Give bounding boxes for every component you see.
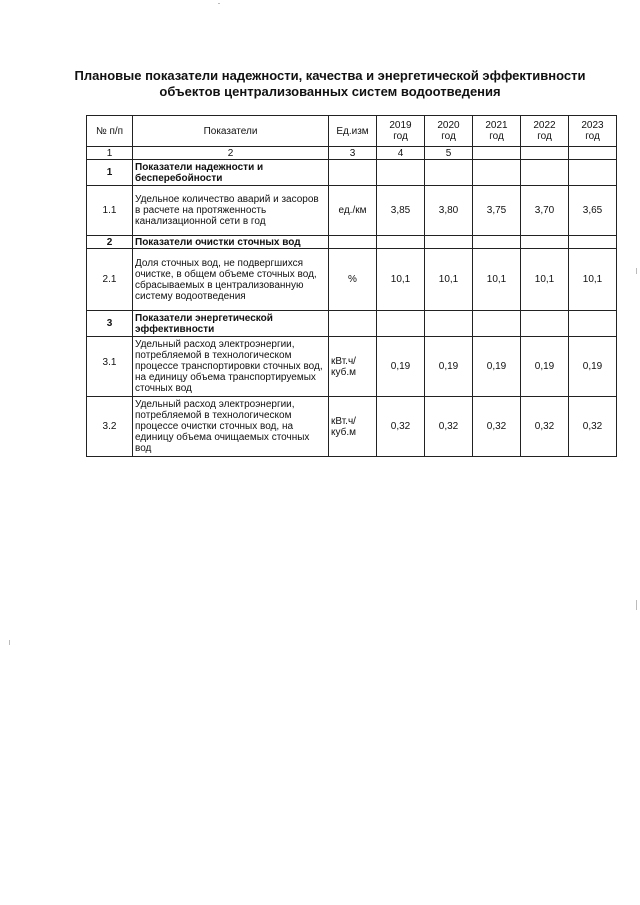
row-unit: кВт.ч/ куб.м: [329, 397, 377, 457]
section-num: 3: [87, 311, 133, 337]
table-row: [87, 186, 617, 236]
value-cell: 10,1: [569, 249, 617, 311]
row-indicator: Удельное количество аварий и засоров в расчете на протяженность канализационной сети в год: [133, 186, 329, 236]
value-cell: 10,1: [473, 249, 521, 311]
title-line-2: объектов централизованных систем водоотведения: [159, 84, 501, 99]
header-num: № п/п: [87, 116, 133, 147]
value-cell: 10,1: [425, 249, 473, 311]
section-num: 2: [87, 236, 133, 249]
section-title: Показатели надежности и бесперебойности: [133, 160, 329, 186]
scan-speck: [9, 640, 10, 645]
value-cell: 3,70: [521, 186, 569, 236]
value-cell: 3,75: [473, 186, 521, 236]
value-cell: 10,1: [377, 249, 425, 311]
section-row: [87, 160, 617, 186]
header-row: [87, 116, 617, 147]
section-title: Показатели очистки сточных вод: [133, 236, 329, 249]
row-indicator: Удельный расход электроэнергии, потребляемой в технологическом процессе очистки сточных вод, на единицу объема очищаемых сточных вод: [133, 397, 329, 457]
table-row: [87, 397, 617, 457]
value-cell: 0,19: [473, 337, 521, 397]
table-row: [87, 249, 617, 311]
page-title: [60, 68, 600, 100]
row-indicator: Удельный расход электроэнергии, потребляемой в технологическом процессе транспортировки сточных вод, на единицу объема транспортируемых сточных вод: [133, 337, 329, 397]
row-num: 3.2: [87, 397, 133, 457]
header-indicators: Показатели: [133, 116, 329, 147]
row-num: 2.1: [87, 249, 133, 311]
row-num: 1.1: [87, 186, 133, 236]
colnum-cell: 5: [425, 147, 473, 160]
scan-speck: [636, 600, 637, 610]
colnum-cell: 3: [329, 147, 377, 160]
column-number-row: [87, 147, 617, 160]
value-cell: 10,1: [521, 249, 569, 311]
colnum-cell: 4: [377, 147, 425, 160]
header-year: 2021 год: [473, 116, 521, 147]
header-year: 2022 год: [521, 116, 569, 147]
value-cell: 0,32: [569, 397, 617, 457]
row-unit: ед./км: [329, 186, 377, 236]
row-unit: %: [329, 249, 377, 311]
title-line-1: Плановые показатели надежности, качества и энергетической эффективности: [74, 68, 586, 83]
row-unit: кВт.ч/ куб.м: [329, 337, 377, 397]
section-row: [87, 311, 617, 337]
header-year: 2019 год: [377, 116, 425, 147]
value-cell: 0,19: [377, 337, 425, 397]
scan-speck: [636, 268, 637, 274]
indicators-table: [86, 115, 617, 457]
value-cell: 0,19: [521, 337, 569, 397]
scan-speck: [218, 3, 220, 4]
table-row: [87, 337, 617, 397]
header-unit: Ед.изм: [329, 116, 377, 147]
value-cell: 0,32: [521, 397, 569, 457]
value-cell: 3,65: [569, 186, 617, 236]
row-num: 3.1: [87, 337, 133, 397]
section-title: Показатели энергетической эффективности: [133, 311, 329, 337]
row-indicator: Доля сточных вод, не подвергшихся очистке, в общем объеме сточных вод, сбрасываемых в централизованную систему водоотведения: [133, 249, 329, 311]
value-cell: 3,85: [377, 186, 425, 236]
value-cell: 0,32: [377, 397, 425, 457]
header-year: 2023 год: [569, 116, 617, 147]
section-num: 1: [87, 160, 133, 186]
value-cell: 0,32: [425, 397, 473, 457]
colnum-cell: 1: [87, 147, 133, 160]
value-cell: 0,19: [425, 337, 473, 397]
colnum-cell: 2: [133, 147, 329, 160]
value-cell: 3,80: [425, 186, 473, 236]
value-cell: 0,19: [569, 337, 617, 397]
section-row: [87, 236, 617, 249]
header-year: 2020 год: [425, 116, 473, 147]
value-cell: 0,32: [473, 397, 521, 457]
